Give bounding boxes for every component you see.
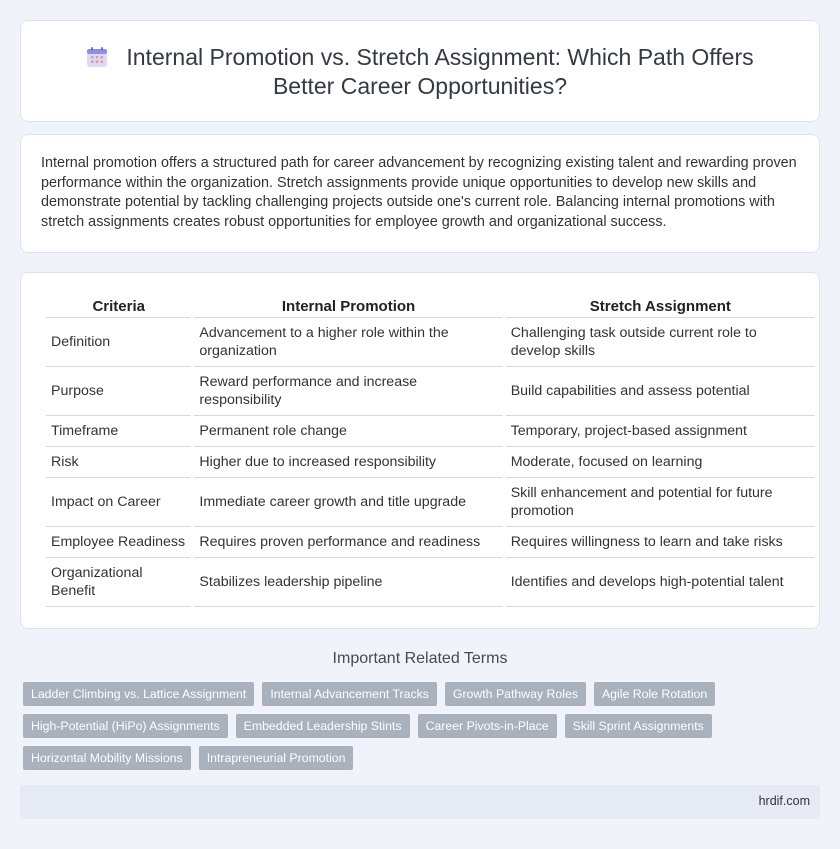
- related-term-tag[interactable]: Ladder Climbing vs. Lattice Assignment: [23, 682, 254, 706]
- table-cell-stretch-assignment: Temporary, project-based assignment: [506, 416, 815, 447]
- table-cell-criteria: Organizational Benefit: [46, 558, 191, 607]
- table-cell-internal-promotion: Permanent role change: [194, 416, 502, 447]
- header-card: [20, 20, 820, 122]
- column-header-stretch-assignment: Stretch Assignment: [506, 296, 815, 318]
- table-row: [46, 416, 815, 447]
- table-cell-criteria: Employee Readiness: [46, 527, 191, 558]
- related-term-tag[interactable]: Intrapreneurial Promotion: [199, 746, 354, 770]
- table-cell-internal-promotion: Higher due to increased responsibility: [194, 447, 502, 478]
- table-row: [46, 318, 815, 367]
- related-term-tag[interactable]: Career Pivots-in-Place: [418, 714, 557, 738]
- related-terms-title: Important Related Terms: [332, 650, 508, 667]
- table-cell-stretch-assignment: Build capabilities and assess potential: [506, 367, 815, 416]
- table-cell-internal-promotion: Reward performance and increase responsibility: [194, 367, 502, 416]
- related-term-tag[interactable]: Horizontal Mobility Missions: [23, 746, 191, 770]
- table-cell-internal-promotion: Stabilizes leadership pipeline: [194, 558, 502, 607]
- related-term-tag[interactable]: Embedded Leadership Stints: [236, 714, 410, 738]
- table-cell-internal-promotion: Advancement to a higher role within the organization: [194, 318, 502, 367]
- related-terms-tags: [23, 682, 813, 770]
- table-row: [46, 447, 815, 478]
- related-term-tag[interactable]: Agile Role Rotation: [594, 682, 715, 706]
- related-term-tag[interactable]: Internal Advancement Tracks: [262, 682, 437, 706]
- table-cell-stretch-assignment: Identifies and develops high-potential talent: [506, 558, 815, 607]
- intro-card: [20, 134, 820, 253]
- table-cell-internal-promotion: Immediate career growth and title upgrade: [194, 478, 502, 527]
- table-header-row: [46, 296, 815, 318]
- table-row: [46, 478, 815, 527]
- table-cell-criteria: Risk: [46, 447, 191, 478]
- footer-bar: [20, 785, 820, 819]
- related-term-tag[interactable]: High-Potential (HiPo) Assignments: [23, 714, 228, 738]
- table-cell-criteria: Impact on Career: [46, 478, 191, 527]
- table-cell-stretch-assignment: Moderate, focused on learning: [506, 447, 815, 478]
- table-cell-stretch-assignment: Skill enhancement and potential for future promotion: [506, 478, 815, 527]
- table-cell-internal-promotion: Requires proven performance and readiness: [194, 527, 502, 558]
- related-term-tag[interactable]: Growth Pathway Roles: [445, 682, 586, 706]
- table-row: [46, 527, 815, 558]
- related-term-tag[interactable]: Skill Sprint Assignments: [565, 714, 712, 738]
- comparison-table-card: [20, 272, 820, 629]
- table-cell-criteria: Timeframe: [46, 416, 191, 447]
- table-cell-criteria: Purpose: [46, 367, 191, 416]
- table-row: [46, 558, 815, 607]
- page-title-wrap: [61, 43, 779, 101]
- table-cell-stretch-assignment: Challenging task outside current role to develop skills: [506, 318, 815, 367]
- page-title: Internal Promotion vs. Stretch Assignment: Which Path Offers Better Career Opportunities?: [126, 44, 754, 99]
- calendar-icon: [86, 46, 108, 68]
- table-row: [46, 367, 815, 416]
- footer-site-link[interactable]: hrdif.com: [758, 794, 810, 808]
- intro-paragraph: Internal promotion offers a structured path for career advancement by recognizing existing talent and rewarding proven performance within the organization. Stretch assignments provide unique opportunities to develop new skills and demonstrate potential by tackling challenging projects outside one's current role. Balancing internal promotions with stretch assignments creates robust opportunities for employee growth and organizational success.: [41, 155, 797, 230]
- comparison-table: [43, 296, 818, 607]
- table-cell-criteria: Definition: [46, 318, 191, 367]
- column-header-criteria: Criteria: [46, 296, 191, 318]
- table-cell-stretch-assignment: Requires willingness to learn and take risks: [506, 527, 815, 558]
- column-header-internal-promotion: Internal Promotion: [194, 296, 502, 318]
